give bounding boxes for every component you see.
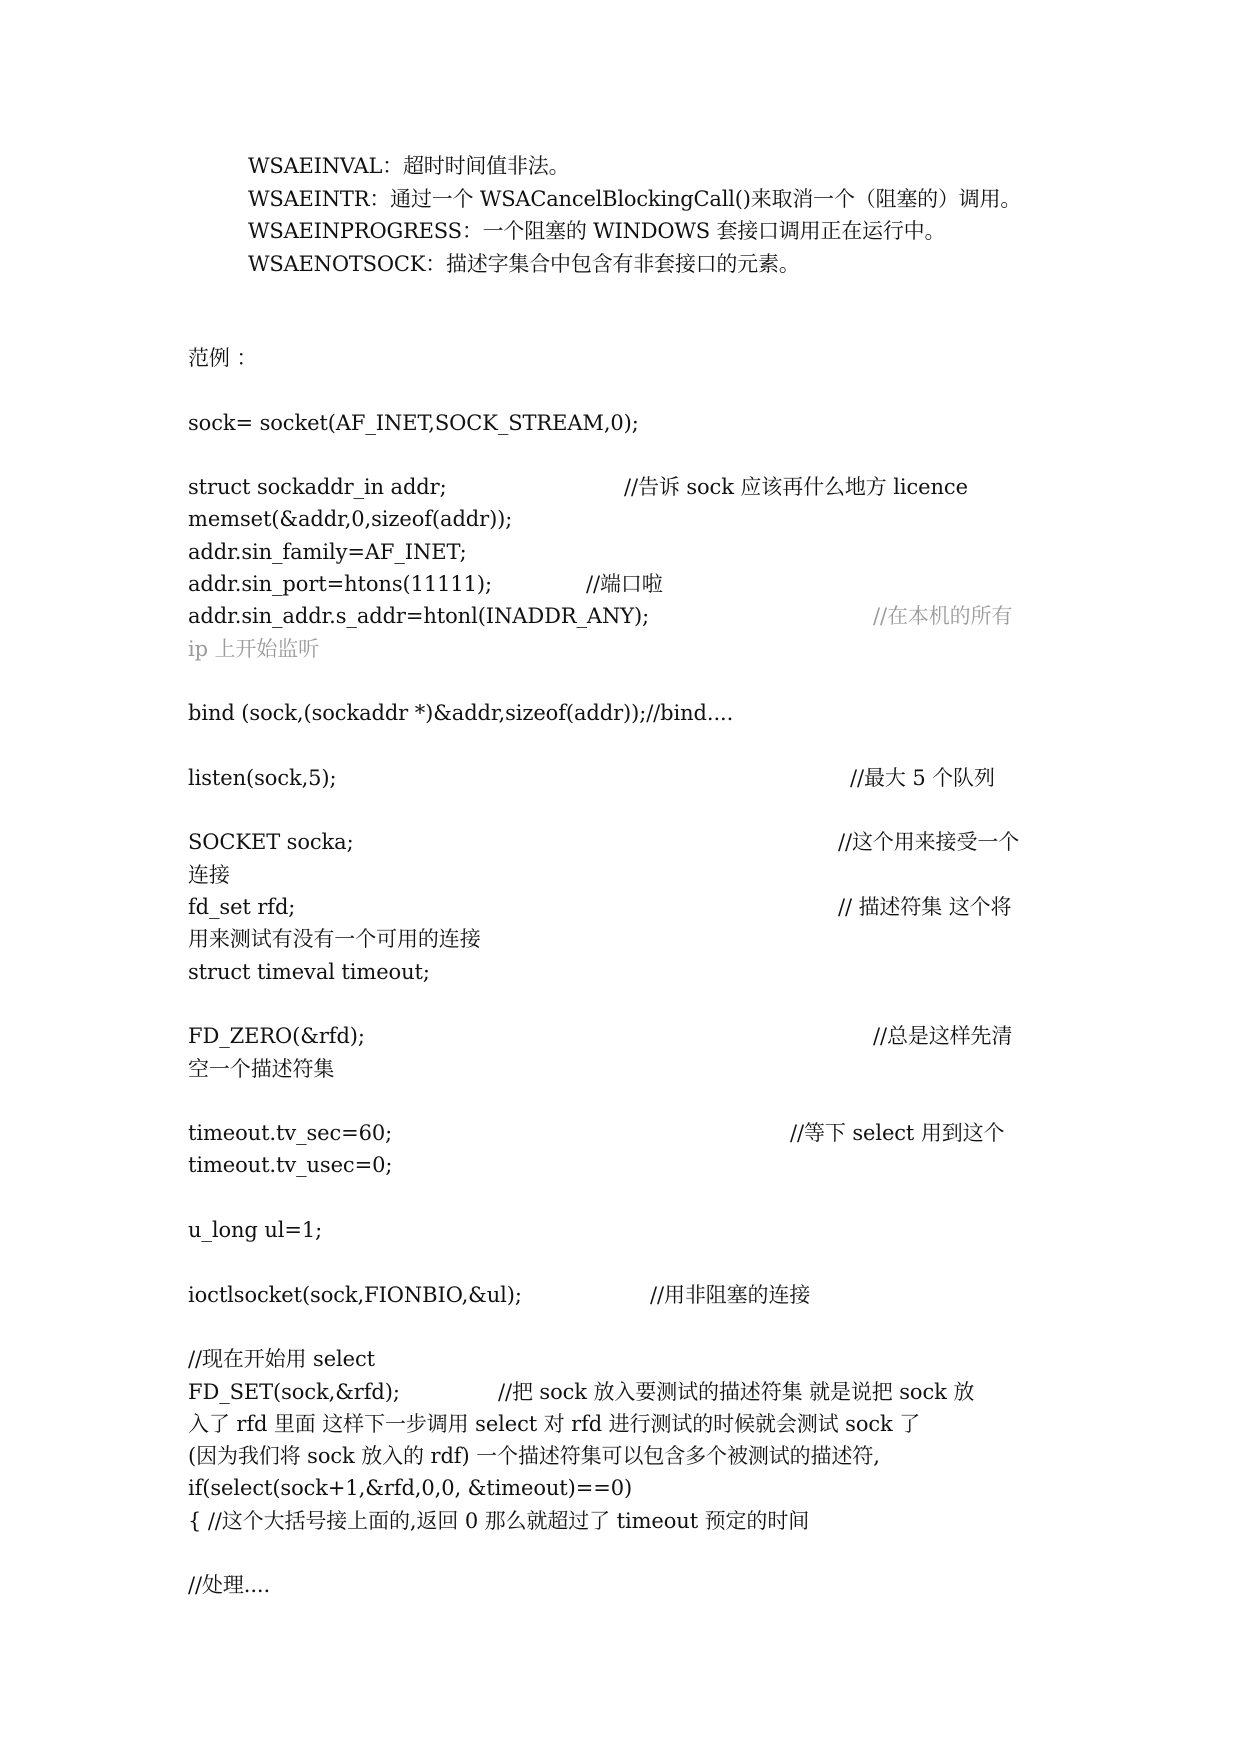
comment-addr-decl: //告诉 sock 应该再什么地方 licence (624, 475, 968, 500)
code-tvusec-line: timeout.tv_usec=0; (188, 1153, 393, 1178)
comment-fdset-1: //把 sock 放入要测试的描述符集 就是说把 sock 放 (498, 1379, 975, 1404)
code-port-line: addr.sin_port=htons(11111); (188, 572, 492, 597)
comment-fdzero-1: //总是这样先清 (873, 1024, 1013, 1049)
comment-saddr-1: //在本机的所有 (873, 604, 1013, 629)
code-ioctl-row (188, 1279, 1068, 1311)
code-tvsec-row (188, 1117, 1068, 1149)
comment-rfd-1: // 描述符集 这个将 (838, 895, 1012, 920)
comment-saddr-2: ip 上开始监听 (188, 636, 320, 661)
error-wsaenotsock: WSAENOTSOCK：描述字集合中包含有非套接口的元素。 (248, 251, 800, 276)
code-fdset-line: FD_SET(sock,&rfd); (188, 1379, 400, 1404)
code-addr-decl-row (188, 471, 1068, 503)
code-port-row (188, 568, 1068, 600)
comment-listen: //最大 5 个队列 (850, 765, 995, 790)
code-bind-line: bind (sock,(sockaddr *)&addr,sizeof(addr));//bind.... (188, 701, 734, 726)
code-listen-line: listen(sock,5); (188, 765, 337, 790)
comment-socka-1: //这个用来接受一个 (838, 830, 1020, 855)
code-fdzero-line: FD_ZERO(&rfd); (188, 1024, 365, 1049)
error-wsaeinval: WSAEINVAL：超时时间值非法。 (248, 154, 570, 178)
code-socket-line: sock= socket(AF_INET,SOCK_STREAM,0); (188, 410, 639, 435)
code-family-line: addr.sin_family=AF_INET; (188, 539, 467, 564)
code-addr-decl: struct sockaddr_in addr; (188, 475, 447, 500)
code-ioctl-line: ioctlsocket(sock,FIONBIO,&ul); (188, 1282, 522, 1307)
code-brace-line: { //这个大括号接上面的,返回 0 那么就超过了 timeout 预定的时间 (188, 1508, 810, 1533)
error-code-list (248, 150, 1178, 280)
comment-port: //端口啦 (586, 572, 663, 597)
code-ulong-line: u_long ul=1; (188, 1218, 323, 1243)
comment-fdzero-2: 空一个描述符集 (188, 1056, 335, 1081)
code-timeout-decl: struct timeval timeout; (188, 959, 430, 984)
example-section (188, 342, 1068, 1602)
comment-select-start: //现在开始用 select (188, 1347, 375, 1372)
error-wsaeinprogress: WSAEINPROGRESS：一个阻塞的 WINDOWS 套接口调用正在运行中。 (248, 219, 946, 243)
comment-rfd-2: 用来测试有没有一个可用的连接 (188, 927, 481, 952)
code-fdset-row (188, 1376, 1068, 1408)
comment-socka-2: 连接 (188, 862, 230, 887)
code-socka-row (188, 826, 1068, 858)
comment-fdset-2: 入了 rfd 里面 这样下一步调用 select 对 rfd 进行测试的时候就会测试 sock 了 (188, 1411, 921, 1436)
comment-handle: //处理.... (188, 1573, 271, 1598)
code-tvsec-line: timeout.tv_sec=60; (188, 1121, 393, 1146)
code-saddr-row (188, 600, 1068, 632)
code-memset-line: memset(&addr,0,sizeof(addr)); (188, 507, 513, 532)
code-socka-line: SOCKET socka; (188, 830, 354, 855)
code-rfd-row (188, 891, 1068, 923)
code-rfd-line: fd_set rfd; (188, 895, 296, 920)
code-fdzero-row (188, 1020, 1068, 1052)
example-heading: 范例 ： (188, 346, 258, 370)
code-if-line: if(select(sock+1,&rfd,0,0, &timeout)==0) (188, 1476, 633, 1501)
comment-ioctl: //用非阻塞的连接 (650, 1282, 811, 1307)
code-listen-row (188, 762, 1068, 794)
comment-fdset-3: (因为我们将 sock 放入的 rdf) 一个描述符集可以包含多个被测试的描述符, (188, 1444, 880, 1469)
comment-tvsec: //等下 select 用到这个 (790, 1121, 1005, 1146)
error-wsaeintr: WSAEINTR：通过一个 WSACancelBlockingCall()来取消一个（阻塞的）调用。 (248, 186, 1022, 211)
code-saddr-line: addr.sin_addr.s_addr=htonl(INADDR_ANY); (188, 604, 650, 629)
